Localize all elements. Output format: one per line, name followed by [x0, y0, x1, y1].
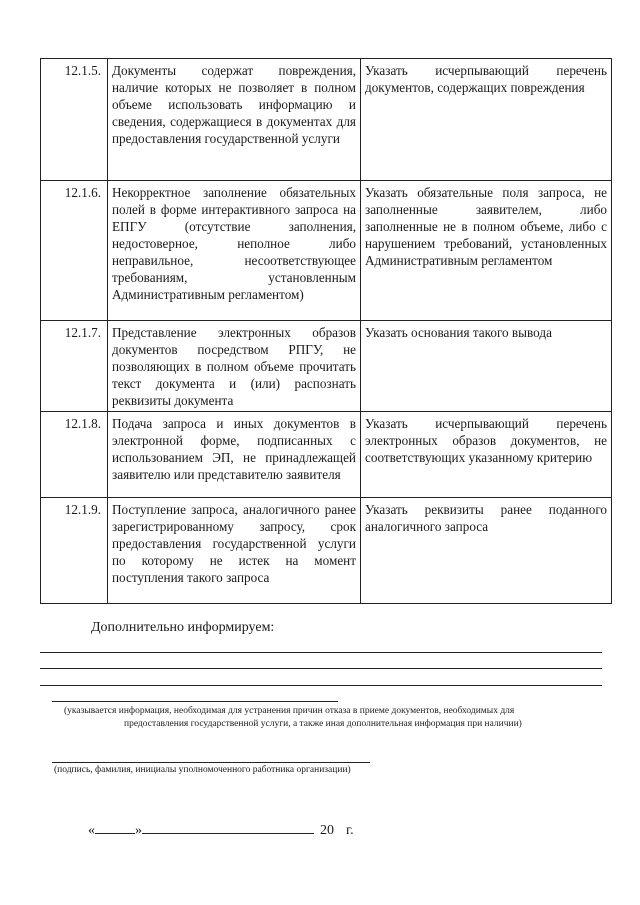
- row-action: Указать основания такого вывода: [361, 321, 612, 412]
- signature-hint: (подпись, фамилия, инициалы уполномоченного работника организации): [54, 765, 351, 775]
- table-row: [41, 181, 612, 321]
- row-reason: Подача запроса и иных документов в электронной форме, подписанных с использованием ЭП, не принадлежащей заявителю или представителю заявителя: [108, 412, 361, 498]
- row-action: Указать исчерпывающий перечень электронных образов документов, не соответствующих указанному критерию: [361, 412, 612, 498]
- date-close-quote: »: [135, 823, 142, 838]
- row-action: Указать реквизиты ранее поданного аналогичного запроса: [361, 498, 612, 604]
- row-number: 12.1.9.: [41, 498, 108, 604]
- row-action: Указать обязательные поля запроса, не заполненные заявителем, либо заполненные не в полном объеме, либо с нарушением требований, установленных Административным регламентом: [361, 181, 612, 321]
- table-row: [41, 412, 612, 498]
- fill-line-4: [52, 701, 338, 702]
- row-number: 12.1.5.: [41, 59, 108, 181]
- row-reason: Поступление запроса, аналогичного ранее зарегистрированному запросу, срок предоставления государственной услуги по которому не истек на момент поступления такого запроса: [108, 498, 361, 604]
- fill-line-3: [40, 685, 602, 686]
- additional-info-label: Дополнительно информируем:: [91, 620, 275, 635]
- table-row: [41, 321, 612, 412]
- table-row: [41, 59, 612, 181]
- month-blank: [142, 820, 314, 834]
- row-reason: Документы содержат повреждения, наличие которых не позволяет в полном объеме использовать информацию и сведения, содержащиеся в документах для предоставления государственной услуги: [108, 59, 361, 181]
- refusal-reasons-table: [40, 58, 612, 604]
- signature-line: [52, 762, 370, 763]
- fill-line-2: [40, 668, 602, 669]
- fill-instruction-line-2: предоставления государственной услуги, а также иная дополнительная информация при наличии): [124, 719, 522, 729]
- date-open-quote: «: [88, 823, 95, 838]
- row-number: 12.1.6.: [41, 181, 108, 321]
- row-number: 12.1.7.: [41, 321, 108, 412]
- row-number: 12.1.8.: [41, 412, 108, 498]
- table-row: [41, 498, 612, 604]
- row-action: Указать исчерпывающий перечень документов, содержащих повреждения: [361, 59, 612, 181]
- row-reason: Представление электронных образов документов посредством РПГУ, не позволяющих в полном объеме прочитать текст документа и (или) распознать реквизиты документа: [108, 321, 361, 412]
- fill-instruction-line-1: (указывается информация, необходимая для устранения причин отказа в приеме документов, необходимых для: [64, 706, 515, 716]
- day-blank: [95, 820, 135, 834]
- year-prefix: 20: [320, 823, 334, 838]
- row-reason: Некорректное заполнение обязательных полей в форме интерактивного запроса на ЕПГУ (отсутствие заполнения, недостоверное, неполное либо неправильное, несоответствующее требованиям, установленным Административным регламентом): [108, 181, 361, 321]
- date-field: [88, 820, 354, 839]
- fill-line-1: [40, 652, 602, 653]
- year-suffix: г.: [346, 823, 354, 838]
